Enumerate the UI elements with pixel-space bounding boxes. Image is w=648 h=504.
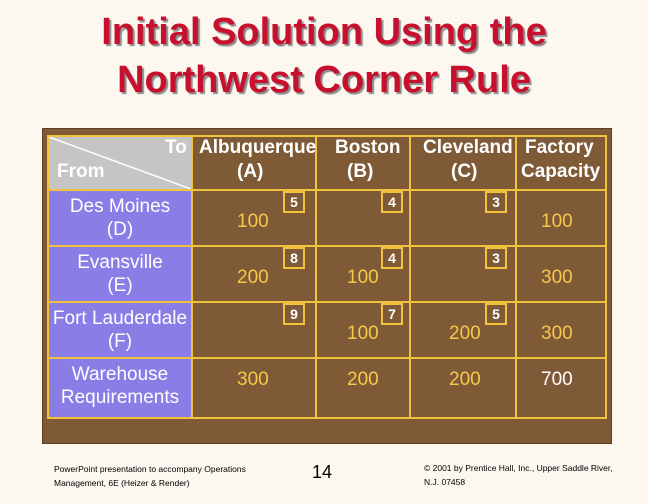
shipment-f-c: 200 <box>449 323 481 344</box>
row-name: Evansville <box>77 252 163 273</box>
shipment-e-b: 100 <box>347 267 379 288</box>
capacity-d: 100 <box>541 211 573 232</box>
column-a-name: Albuquerque <box>199 137 317 158</box>
shipment-e-a: 200 <box>237 267 269 288</box>
row-header-requirements <box>47 357 193 419</box>
requirement-a: 300 <box>237 369 269 390</box>
row-code: Requirements <box>60 387 180 408</box>
cost-f-b: 7 <box>381 303 403 325</box>
column-b-code: (B) <box>347 161 374 182</box>
footer-credit-line-1: PowerPoint presentation to accompany Operations <box>54 464 246 474</box>
cost-e-a: 8 <box>283 247 305 269</box>
footer-copyright-line-1: © 2001 by Prentice Hall, Inc., Upper Saddle River, <box>424 463 613 473</box>
row-header-des-moines <box>47 189 193 247</box>
row-code: (F) <box>107 331 133 352</box>
title-line-1: Initial Solution Using the <box>101 11 547 53</box>
slide-title <box>0 8 648 104</box>
column-capacity-code: Capacity <box>521 161 601 182</box>
shipment-d-a: 100 <box>237 211 269 232</box>
shipment-f-b: 100 <box>347 323 379 344</box>
row-header-fort-lauderdale <box>47 301 193 359</box>
transportation-table <box>42 128 612 444</box>
column-a-code: (A) <box>237 161 264 182</box>
cost-d-c: 3 <box>485 191 507 213</box>
row-name: Des Moines <box>69 196 171 217</box>
row-code: (E) <box>107 275 133 296</box>
from-label: From <box>57 161 105 182</box>
footer-copyright <box>424 461 644 489</box>
cost-f-c: 5 <box>485 303 507 325</box>
column-c-name: Cleveland <box>423 137 513 158</box>
requirement-b: 200 <box>347 369 379 390</box>
cost-d-b: 4 <box>381 191 403 213</box>
footer-credit <box>54 462 294 490</box>
cost-f-a: 9 <box>283 303 305 325</box>
cost-e-c: 3 <box>485 247 507 269</box>
capacity-f: 300 <box>541 323 573 344</box>
cost-e-b: 4 <box>381 247 403 269</box>
column-capacity-name: Factory <box>525 137 594 158</box>
cost-d-a: 5 <box>283 191 305 213</box>
row-name: Warehouse <box>71 364 169 385</box>
row-code: (D) <box>106 219 134 240</box>
column-b-name: Boston <box>335 137 401 158</box>
row-name: Fort Lauderdale <box>52 308 188 329</box>
column-c-code: (C) <box>451 161 478 182</box>
footer-copyright-line-2: N.J. 07458 <box>424 477 466 487</box>
row-header-evansville <box>47 245 193 303</box>
title-line-2: Northwest Corner Rule <box>117 59 531 101</box>
capacity-e: 300 <box>541 267 573 288</box>
requirement-total: 700 <box>541 369 573 390</box>
requirement-c: 200 <box>449 369 481 390</box>
table-grid <box>47 135 607 419</box>
page-number: 14 <box>312 462 333 482</box>
footer-credit-line-2: Management, 6E (Heizer & Render) <box>54 478 190 488</box>
to-label: To <box>165 137 187 158</box>
